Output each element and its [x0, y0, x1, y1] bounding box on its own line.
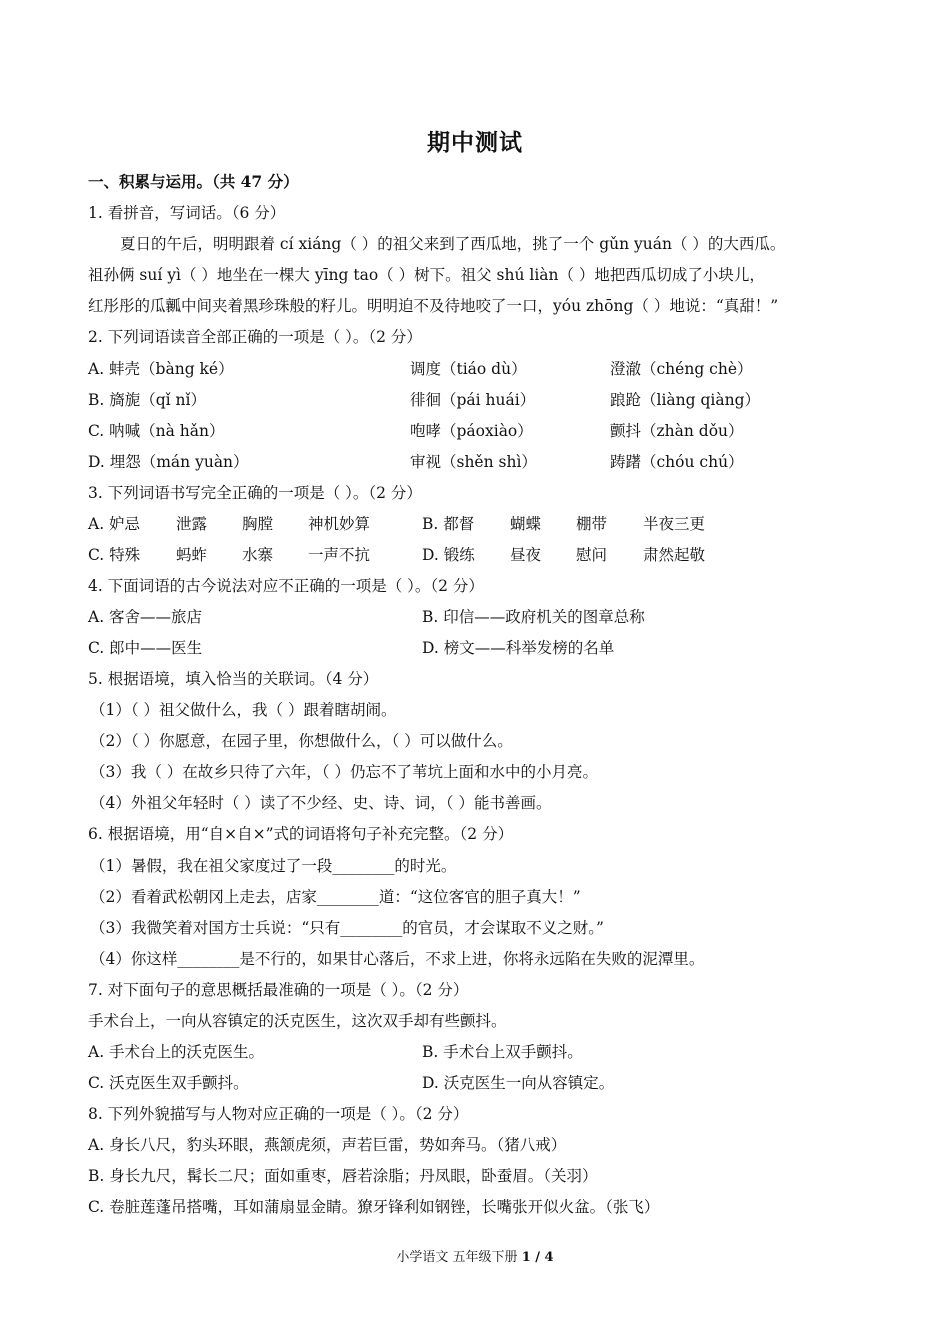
option-b: B. 印信——政府机关的图章总称: [422, 608, 645, 626]
option-word: D. 埋怨（mán yuàn）: [88, 453, 249, 471]
question-5-stem: 5. 根据语境，填入恰当的关联词。（4 分）: [88, 670, 379, 688]
question-4-option-row: [88, 638, 888, 658]
fill-item: （1）（ ）祖父做什么，我（ ）跟着瞎胡闹。: [90, 701, 397, 719]
option-c: C. 卷脏莲蓬吊搭嘴，耳如蒲扇显金睛。獠牙锋利如钢锉，长嘴张开似火盆。（张飞）: [88, 1198, 660, 1216]
question-1-paragraph: 夏日的午后，明明跟着 cí xiáng（ ）的祖父来到了西瓜地，挑了一个 gǔn yuán（ ）的大西瓜。: [120, 235, 786, 253]
page-footer: [0, 1246, 950, 1265]
option-word: 慰问: [576, 546, 608, 564]
option-b: B. 身长九尺，髯长二尺；面如重枣，唇若涂脂；丹凤眼，卧蚕眉。（关羽）: [88, 1167, 598, 1185]
option-word: B. 都督: [422, 515, 475, 533]
option-word: 蝴蝶: [510, 515, 542, 533]
question-1-paragraph: 祖孙俩 suí yì（ ）地坐在一棵大 yīng tao（ ）树下。祖父 shú liàn（ ）地把西瓜切成了小块儿，: [88, 266, 765, 284]
footer-label: 小学语文 五年级下册: [396, 1250, 518, 1265]
fill-item: （4）你这样________是不行的，如果甘心落后，不求上进，你将永远陷在失败的泥潭里。: [90, 950, 705, 968]
option-word: 神机妙算: [308, 515, 371, 533]
option-d: D. 沃克医生一向从容镇定。: [422, 1074, 615, 1092]
option-c: C. 沃克医生双手颤抖。: [88, 1074, 249, 1092]
question-1-paragraph: 红彤彤的瓜瓤中间夹着黑珍珠般的籽儿。明明迫不及待地咬了一口，yóu zhōng（ ）地说：“真甜！”: [88, 297, 779, 315]
option-word: 调度（tiáo dù）: [410, 360, 527, 378]
option-word: 泄露: [176, 515, 208, 533]
option-a: A. 客舍——旅店: [88, 608, 203, 626]
question-2-stem: 2. 下列词语读音全部正确的一项是（ ）。（2 分）: [88, 328, 422, 346]
option-word: 半夜三更: [643, 515, 706, 533]
option-word: 棚带: [576, 515, 608, 533]
option-word: B. 旖旎（qǐ nǐ）: [88, 391, 206, 409]
option-a: A. 手术台上的沃克医生。: [88, 1043, 265, 1061]
question-7-option-row: [88, 1042, 888, 1062]
page-number: 1 / 4: [521, 1250, 554, 1265]
option-word: A. 妒忌: [88, 515, 141, 533]
option-word: 胸膛: [242, 515, 274, 533]
option-word: C. 呐喊（nà hǎn）: [88, 422, 225, 440]
question-1-stem: 1. 看拼音，写词话。（6 分）: [88, 204, 286, 222]
question-2-option-row: [88, 421, 888, 441]
question-7-sentence: 手术台上，一向从容镇定的沃克医生，这次双手却有些颤抖。: [88, 1012, 507, 1030]
question-3-stem: 3. 下列词语书写完全正确的一项是（ ）。（2 分）: [88, 484, 422, 502]
fill-item: （2）（ ）你愿意，在园子里，你想做什么，（ ）可以做什么。: [90, 732, 513, 750]
question-2-option-row: [88, 359, 888, 379]
option-word: 蚂蚱: [176, 546, 208, 564]
question-4-stem: 4. 下面词语的古今说法对应不正确的一项是（ ）。（2 分）: [88, 577, 484, 595]
option-word: D. 锻练: [422, 546, 475, 564]
page-title: 期中测试: [427, 129, 523, 156]
option-b: B. 手术台上双手颤抖。: [422, 1043, 583, 1061]
fill-item: （3）我微笑着对国方士兵说：“只有________的官员，才会谋取不义之财。”: [90, 919, 604, 937]
question-7-stem: 7. 对下面句子的意思概括最准确的一项是（ ）。（2 分）: [88, 981, 469, 999]
option-word: 昼夜: [510, 546, 542, 564]
option-a: A. 身长八尺，豹头环眼，燕颔虎须，声若巨雷，势如奔马。（猪八戒）: [88, 1136, 567, 1154]
option-word: 肃然起敬: [643, 546, 706, 564]
option-word: 颤抖（zhàn dǒu）: [610, 422, 744, 440]
option-word: 澄澈（chéng chè）: [610, 360, 753, 378]
section-heading: 一、积累与运用。（共 47 分）: [88, 172, 299, 191]
option-word: 咆哮（páoxiào）: [410, 422, 533, 440]
question-2-option-row: [88, 390, 888, 410]
question-2-option-row: [88, 452, 888, 472]
fill-item: （4）外祖父年轻时（ ）读了不少经、史、诗、词，（ ）能书善画。: [90, 794, 552, 812]
option-word: 一声不抗: [308, 546, 371, 564]
question-8-stem: 8. 下列外貌描写与人物对应正确的一项是（ ）。（2 分）: [88, 1105, 469, 1123]
question-3-option-row: [88, 545, 888, 565]
option-c: C. 郎中——医生: [88, 639, 203, 657]
question-6-stem: 6. 根据语境，用“自×自×”式的词语将句子补充完整。（2 分）: [88, 825, 514, 843]
option-word: 踌躇（chóu chú）: [610, 453, 744, 471]
option-word: C. 特殊: [88, 546, 141, 564]
option-word: A. 蚌壳（bàng ké）: [88, 360, 234, 378]
question-7-option-row: [88, 1073, 888, 1093]
option-word: 踉跄（liàng qiàng）: [610, 391, 761, 409]
option-d: D. 榜文——科举发榜的名单: [422, 639, 615, 657]
option-word: 徘徊（pái huái）: [410, 391, 536, 409]
option-word: 审视（shěn shì）: [410, 453, 537, 471]
fill-item: （2）看着武松朝冈上走去，店家________道：“这位客官的胆子真大！”: [90, 888, 581, 906]
fill-item: （1）暑假，我在祖父家度过了一段________的时光。: [90, 857, 457, 875]
fill-item: （3）我（ ）在故乡只待了六年，（ ）仍忘不了苇坑上面和水中的小月亮。: [90, 763, 598, 781]
question-3-option-row: [88, 514, 888, 534]
question-4-option-row: [88, 607, 888, 627]
option-word: 水寨: [242, 546, 274, 564]
